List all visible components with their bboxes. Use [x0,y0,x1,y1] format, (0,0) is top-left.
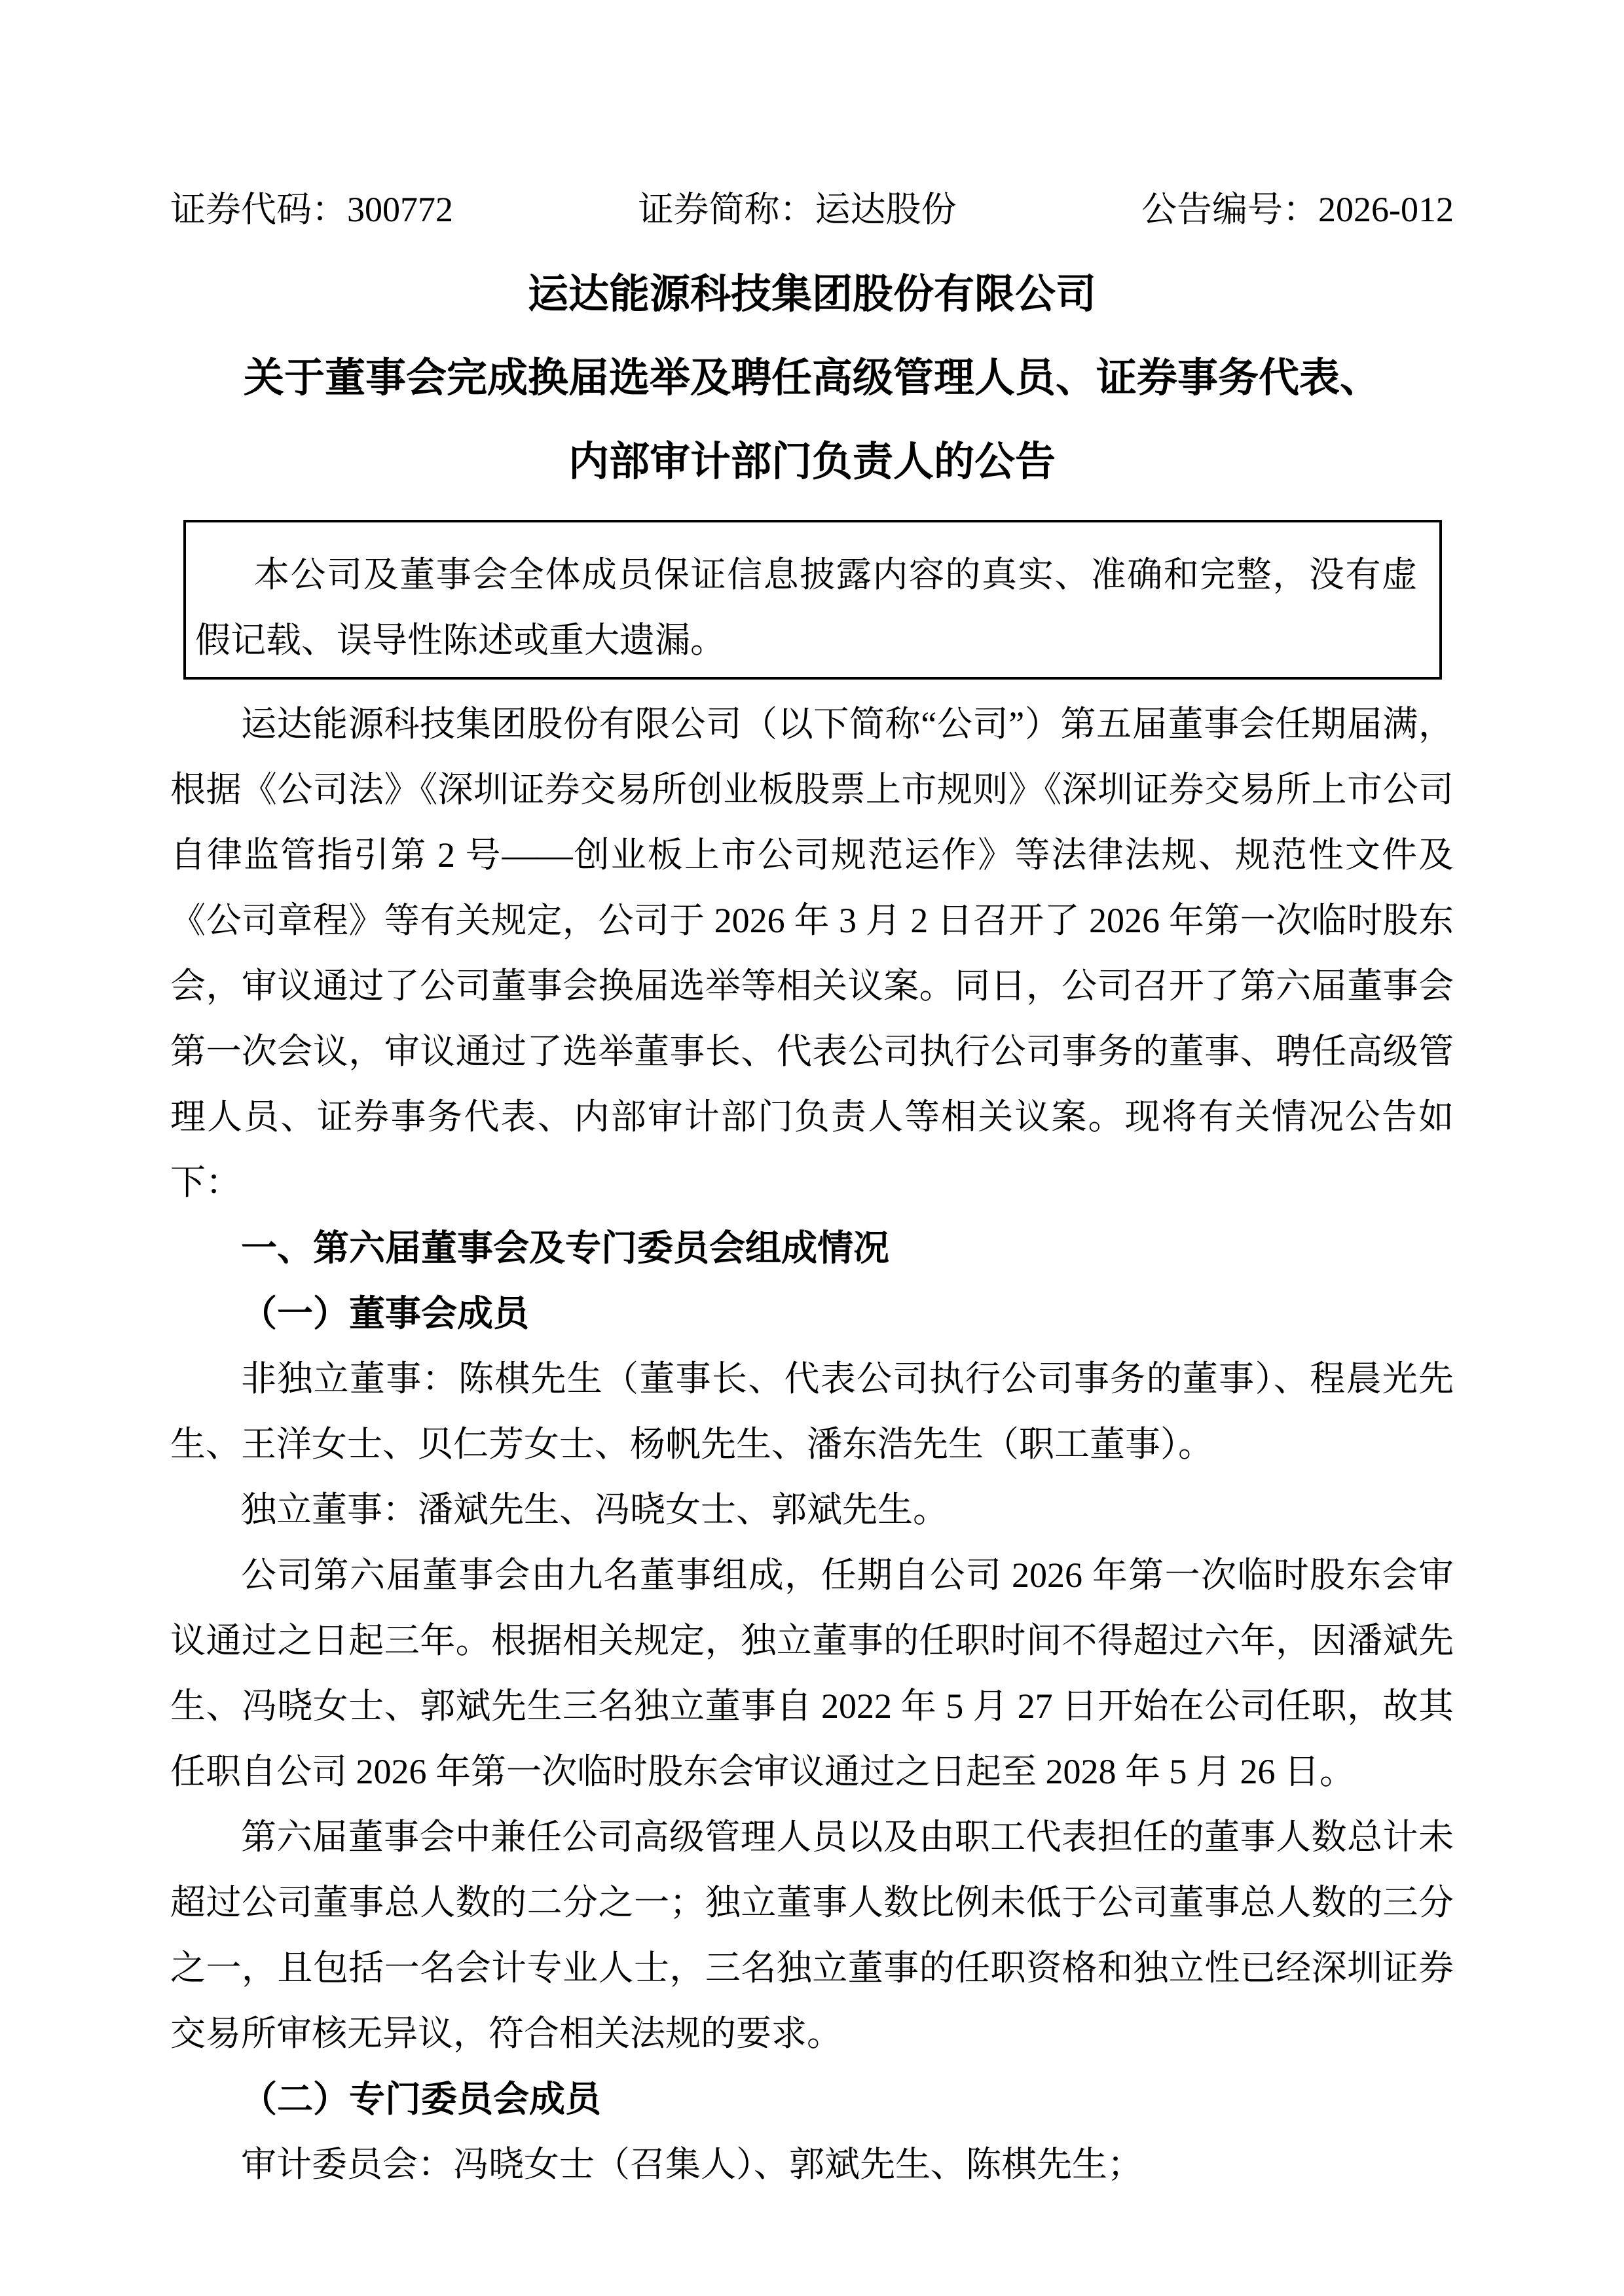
section-heading-1-1: （一）董事会成员 [241,1293,530,1334]
announcement-number-text: 公告编号：2026-012 [1141,190,1454,229]
section-heading-1: 一、第六届董事会及专门委员会组成情况 [241,1228,890,1268]
paragraph-independent-directors: 独立董事：潘斌先生、冯晓女士、郭斌先生。 [241,1490,948,1529]
paragraph-non-independent-directors: 非独立董事：陈棋先生（董事长、代表公司执行公司事务的董事）、程晨光先生、王洋女士、贝仁芳女士、杨帆先生、潘东浩先生（职工董事）。 [170,1359,1454,1464]
section-heading-1-2: （二）专门委员会成员 [241,2079,602,2119]
stock-code-text: 证券代码：300772 [170,190,453,229]
document-header [170,191,1454,228]
document-body [170,691,1454,2197]
announcement-title-line-2: 内部审计部门负责人的公告 [568,439,1056,484]
paragraph-intro: 运达能源科技集团股份有限公司（以下简称“公司”）第五届董事会任期届满，根据《公司法》《深圳证券交易所创业板股票上市规则》《深圳证券交易所上市公司自律监管指引第 2 号——创业板上市公司规范运作》等法律法规、规范性文件及《公司章程》等有关规定，公司于 2026 年 3 月 2 日召开了 2026 年第一次临时股东会，审议通过了公司董事会换届选举等相关议案。同日，公司召开了第六届董事会第一次会议，审议通过了选举董事长、代表公司执行公司事务的董事、聘任高级管理人员、证券事务代表、内部审计部门负责人等相关议案。现将有关情况公告如下： [170,704,1454,1202]
paragraph-board-composition-compliance: 第六届董事会中兼任公司高级管理人员以及由职工代表担任的董事人数总计未超过公司董事总人数的二分之一；独立董事人数比例未低于公司董事总人数的三分之一，且包括一名会计专业人士，三名独立董事的任职资格和独立性已经深圳证券交易所审核无异议，符合相关法规的要求。 [170,1817,1454,2053]
company-name-title: 运达能源科技集团股份有限公司 [527,272,1096,317]
announcement-title-line-1: 关于董事会完成换届选举及聘任高级管理人员、证券事务代表、 [243,355,1380,401]
paragraph-audit-committee: 审计委员会：冯晓女士（召集人）、郭斌先生、陈棋先生； [241,2145,1143,2184]
disclaimer-text: 本公司及董事会全体成员保证信息披露内容的真实、准确和完整，没有虚假记载、误导性陈述或重大遗漏。 [195,555,1417,660]
disclaimer-box [183,520,1442,680]
document-title-block [170,253,1454,504]
stock-short-name-text: 证券简称：运达股份 [638,190,957,229]
paragraph-board-term: 公司第六届董事会由九名董事组成，任期自公司 2026 年第一次临时股东会审议通过之日起三年。根据相关规定，独立董事的任职时间不得超过六年，因潘斌先生、冯晓女士、郭斌先生三名独立董事自 2022 年 5 月 27 日开始在公司任职，故其任职自公司 2026 年第一次临时股东会审议通过之日起至 2028 年 5 月 26 日。 [170,1556,1454,1791]
